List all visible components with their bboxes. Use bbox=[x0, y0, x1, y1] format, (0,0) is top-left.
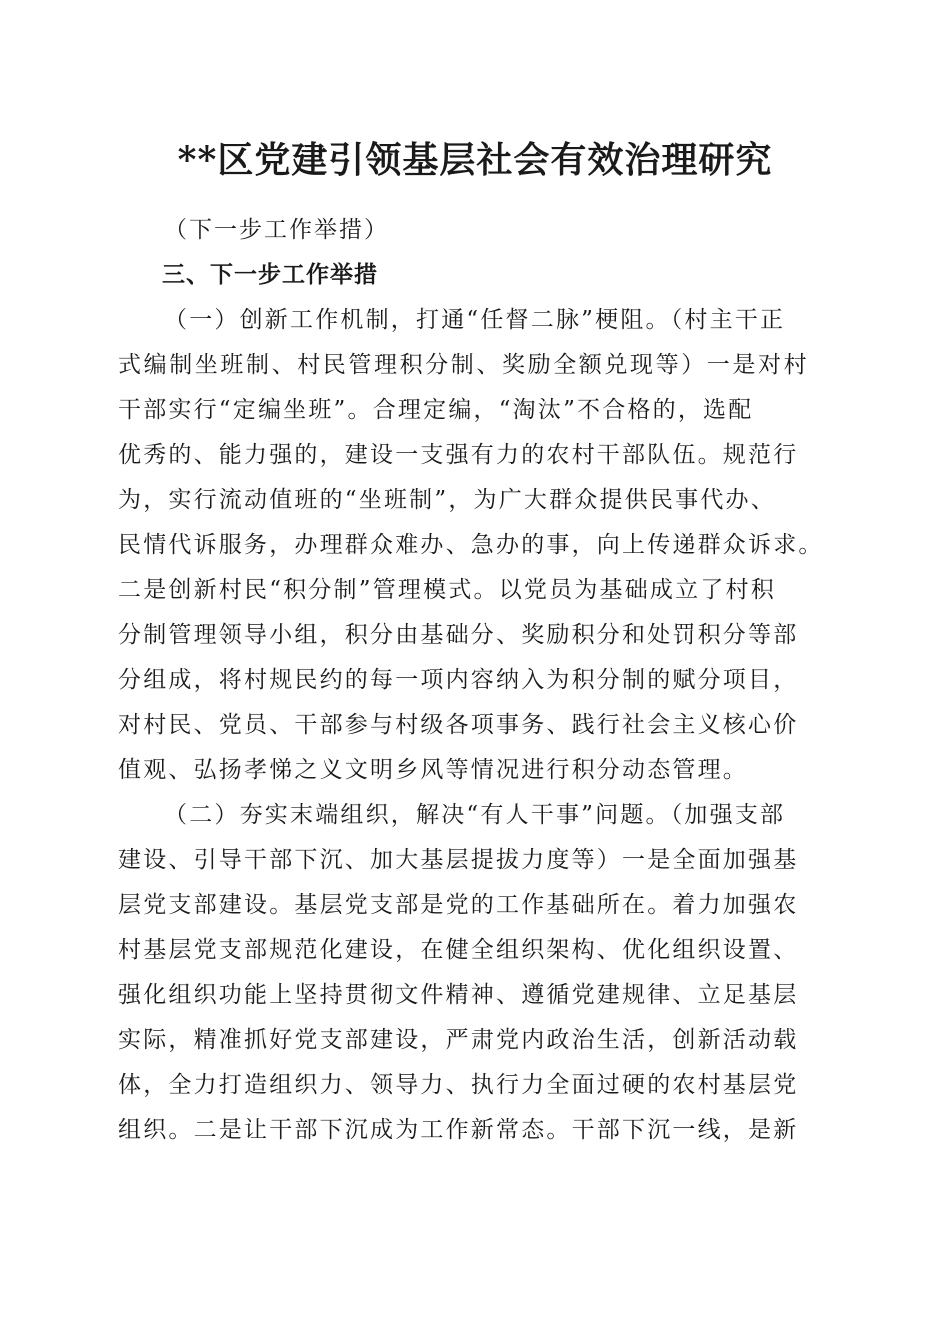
subtitle: （下一步工作举措） bbox=[164, 217, 389, 243]
paragraph-2-line: 组织。二是让干部下沉成为工作新常态。干部下沉一线，是新 bbox=[118, 1117, 799, 1143]
paragraph-2-line: 实际，精准抓好党支部建设，严肃党内政治生活，创新活动载 bbox=[118, 1027, 799, 1053]
paragraph-1-line: 二是创新村民“积分制”管理模式。以党员为基础成立了村积 bbox=[118, 577, 776, 603]
paragraph-2-line: 建设、引导干部下沉、加大基层提拔力度等）一是全面加强基 bbox=[118, 847, 799, 873]
paragraph-1-line: 分制管理领导小组，积分由基础分、奖励积分和处罚积分等部 bbox=[118, 622, 799, 648]
paragraph-1-line: 民情代诉服务，办理群众难办、急办的事，向上传递群众诉求。 bbox=[118, 532, 824, 558]
paragraph-1-line: （一）创新工作机制，打通“任督二脉”梗阻。（村主干正 bbox=[164, 307, 786, 333]
document-body bbox=[118, 208, 832, 1153]
paragraph-1-line: 干部实行“定编坐班”。合理定编，“淘汰”不合格的，选配 bbox=[118, 397, 754, 423]
paragraph-1-line: 值观、弘扬孝悌之义文明乡风等情况进行积分动态管理。 bbox=[118, 757, 748, 783]
paragraph-1-line: 为，实行流动值班的“坐班制”，为广大群众提供民事代办、 bbox=[118, 487, 776, 513]
document-title: **区党建引领基层社会有效治理研究 bbox=[177, 139, 773, 181]
paragraph-2-line: 层党支部建设。基层党支部是党的工作基础所在。着力加强农 bbox=[118, 892, 799, 918]
paragraph-2-line: （二）夯实末端组织，解决“有人干事”问题。（加强支部 bbox=[164, 802, 786, 828]
paragraph-1-line: 分组成，将村规民约的每一项内容纳入为积分制的赋分项目， bbox=[118, 667, 799, 693]
paragraph-1-line: 式编制坐班制、村民管理积分制、奖励全额兑现等）一是对村 bbox=[118, 352, 810, 378]
paragraph-2-line: 村基层党支部规范化建设，在健全组织架构、优化组织设置、 bbox=[118, 937, 799, 963]
paragraph-2-line: 强化组织功能上坚持贯彻文件精神、遵循党建规律、立足基层 bbox=[118, 982, 799, 1008]
paragraph-1-line: 对村民、党员、干部参与村级各项事务、践行社会主义核心价 bbox=[118, 712, 799, 738]
paragraph-1-line: 优秀的、能力强的，建设一支强有力的农村干部队伍。规范行 bbox=[118, 442, 799, 468]
section-heading: 三、下一步工作举措 bbox=[162, 262, 378, 288]
paragraph-2-line: 体，全力打造组织力、领导力、执行力全面过硬的农村基层党 bbox=[118, 1072, 799, 1098]
